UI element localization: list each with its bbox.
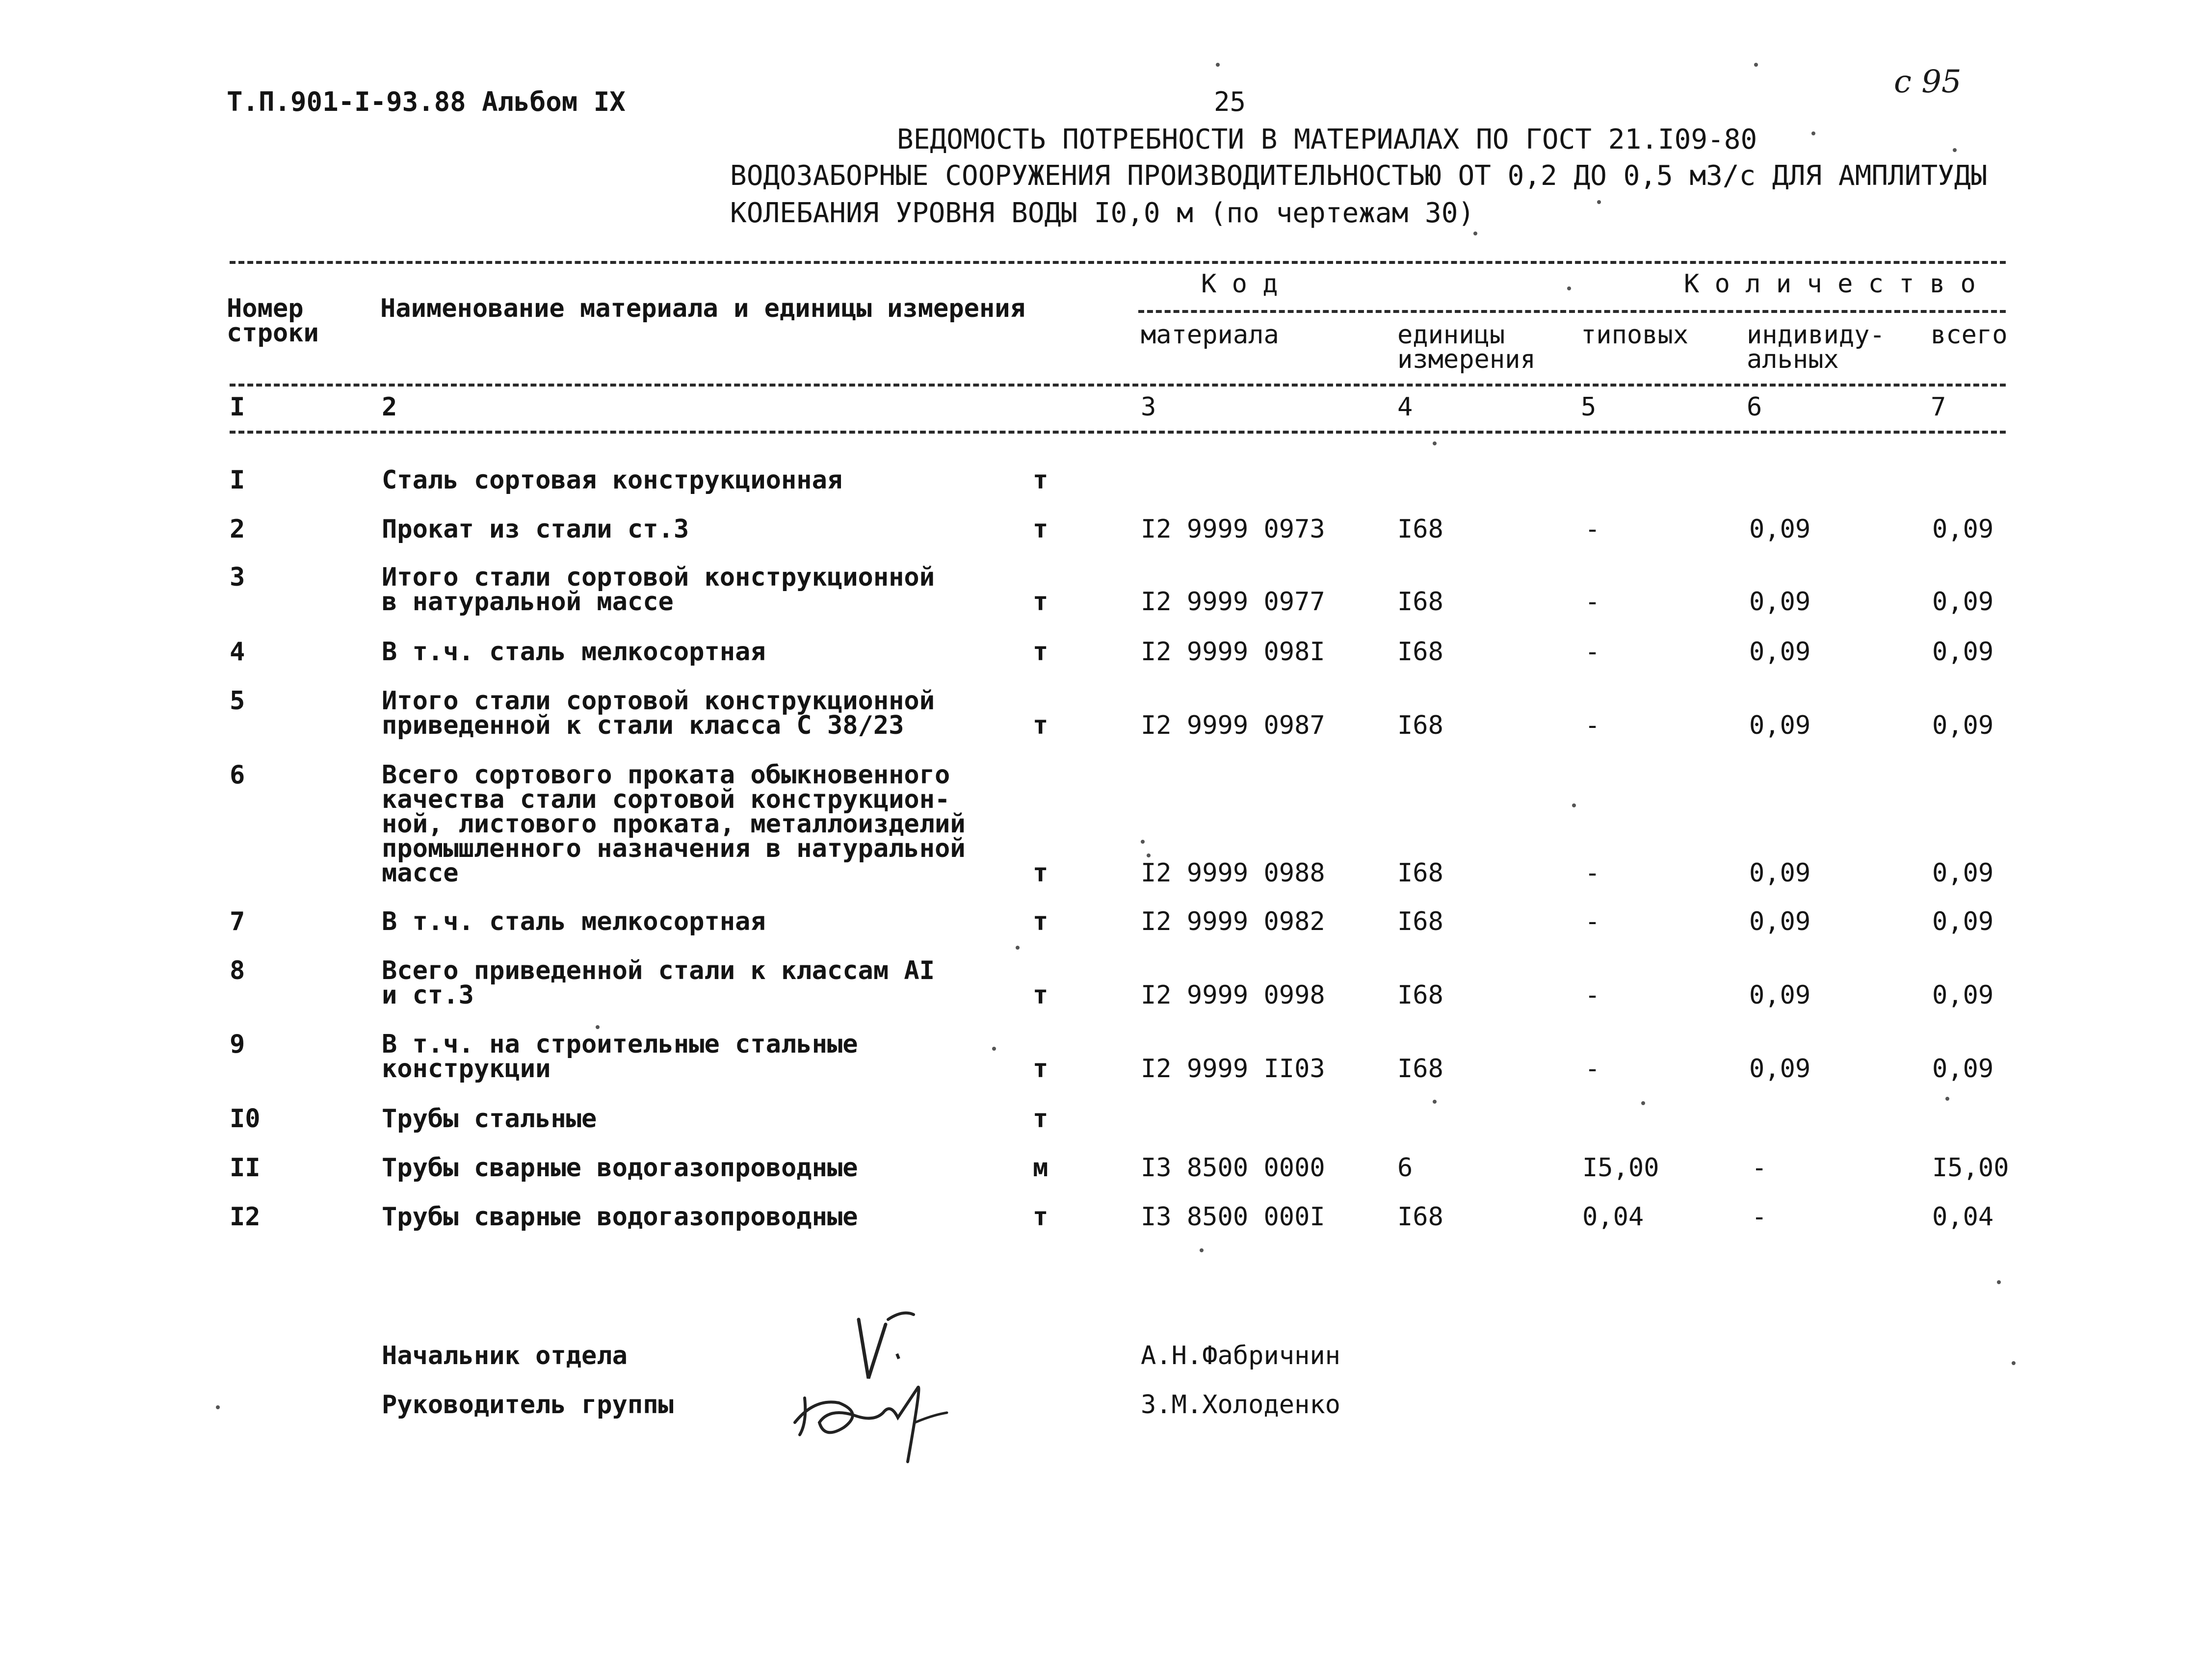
material-code: I2 9999 0973 — [1141, 515, 1325, 544]
total-quantity: 0,09 — [1932, 907, 1994, 936]
scan-speck — [1016, 946, 1020, 950]
typical-quantity: I5,00 — [1582, 1153, 1659, 1183]
column-header-material-code: материала — [1141, 320, 1279, 350]
total-quantity: I5,00 — [1932, 1153, 2009, 1183]
row-number: I2 — [230, 1202, 261, 1232]
individual-quantity: 0,09 — [1749, 637, 1811, 667]
column-header-typical: типовых — [1581, 320, 1689, 350]
row-number: I — [230, 465, 245, 495]
column-number: 4 — [1397, 392, 1413, 422]
unit-code: I68 — [1397, 907, 1443, 936]
material-code: I3 8500 0000 — [1141, 1153, 1325, 1183]
total-quantity: 0,09 — [1932, 637, 1994, 667]
table-top-rule — [230, 261, 2006, 264]
row-number: 8 — [230, 956, 245, 985]
scan-speck — [1945, 1097, 1949, 1101]
column-header-name: Наименование материала и единицы измерения — [380, 294, 1025, 323]
typical-quantity: 0,04 — [1582, 1202, 1644, 1232]
total-quantity: 0,09 — [1932, 858, 1994, 888]
unit-code: I68 — [1397, 858, 1443, 888]
unit-code: I68 — [1397, 1202, 1443, 1232]
individual-quantity: 0,09 — [1749, 907, 1811, 936]
scan-speck — [1567, 286, 1571, 290]
unit: т — [1033, 465, 1049, 495]
unit-code: I68 — [1397, 637, 1443, 667]
scan-speck — [1597, 200, 1601, 204]
unit: т — [1033, 1104, 1049, 1134]
document-reference: Т.П.901-I-93.88 Альбом IX — [227, 86, 626, 117]
row-number: 5 — [230, 686, 245, 716]
signature-person: З.М.Холоденко — [1141, 1390, 1340, 1420]
column-header-total: всего — [1931, 320, 2008, 350]
scan-speck — [216, 1405, 220, 1409]
scan-speck — [1216, 63, 1220, 67]
unit-code: I68 — [1397, 711, 1443, 740]
material-name: Прокат из стали ст.3 — [382, 515, 689, 544]
individual-quantity: - — [1752, 1153, 1767, 1183]
column-number: 3 — [1141, 392, 1156, 422]
scan-speck — [1754, 63, 1758, 67]
scan-speck — [1147, 853, 1151, 857]
individual-quantity: 0,09 — [1749, 1054, 1811, 1084]
material-name: Итого стали сортовой конструкционной приведенной к стали класса С 38/23 — [382, 686, 935, 740]
page-stamp: с 95 — [1894, 64, 1962, 100]
material-code: I2 9999 0998 — [1141, 981, 1325, 1010]
material-code: I2 9999 098I — [1141, 637, 1325, 667]
individual-quantity: 0,09 — [1749, 515, 1811, 544]
scan-speck — [596, 1025, 600, 1029]
scan-speck — [1473, 232, 1477, 235]
scan-speck — [1641, 1101, 1645, 1105]
material-name: В т.ч. на строительные стальные конструкции — [382, 1030, 858, 1084]
material-code: I2 9999 0987 — [1141, 711, 1325, 740]
column-number: 7 — [1931, 392, 1946, 422]
typical-quantity: - — [1585, 907, 1600, 936]
scan-speck — [1953, 148, 1957, 152]
unit: т — [1033, 907, 1049, 936]
total-quantity: 0,09 — [1932, 981, 1994, 1010]
typical-quantity: - — [1585, 515, 1600, 544]
unit: т — [1033, 637, 1049, 667]
row-number: 7 — [230, 907, 245, 936]
subheader-rule — [1138, 310, 2006, 313]
individual-quantity: 0,09 — [1749, 711, 1811, 740]
total-quantity: 0,09 — [1932, 515, 1994, 544]
scan-speck — [2012, 1361, 2016, 1365]
column-group-quantity: К о л и ч е с т в о — [1684, 269, 1976, 299]
typical-quantity: - — [1585, 637, 1600, 667]
scan-speck — [1997, 1280, 2001, 1284]
material-name: В т.ч. сталь мелкосортная — [382, 907, 766, 936]
material-name: В т.ч. сталь мелкосортная — [382, 637, 766, 667]
total-quantity: 0,04 — [1932, 1202, 1994, 1232]
column-header-individual: индивиду- альных — [1747, 320, 1885, 374]
row-number: I0 — [230, 1104, 261, 1134]
signature-role: Руководитель группы — [382, 1390, 674, 1420]
material-name: Всего сортового проката обыкновенного качества стали сортовой конструкцион- ной, листового проката, металлоизделий промышленного назначения в натуральной массе — [382, 760, 966, 888]
unit: т — [1033, 711, 1049, 740]
scan-speck — [1572, 803, 1576, 807]
column-number: I — [230, 392, 245, 422]
header-bottom-rule — [230, 384, 2006, 387]
individual-quantity: - — [1752, 1202, 1767, 1232]
total-quantity: 0,09 — [1932, 1054, 1994, 1084]
handwritten-signature — [785, 1300, 971, 1467]
unit-code: I68 — [1397, 1054, 1443, 1084]
signature-role: Начальник отдела — [382, 1341, 628, 1370]
individual-quantity: 0,09 — [1749, 858, 1811, 888]
material-name: Трубы стальные — [382, 1104, 597, 1134]
column-group-code: К о д — [1201, 269, 1278, 299]
row-number: 6 — [230, 760, 245, 790]
unit-code: I68 — [1397, 587, 1443, 617]
scan-speck — [1200, 1248, 1204, 1252]
unit: т — [1033, 587, 1049, 617]
title-line-3: КОЛЕБАНИЯ УРОВНЯ ВОДЫ I0,0 м (по чертежам 30) — [730, 197, 1475, 229]
column-numbers-rule — [230, 431, 2006, 434]
total-quantity: 0,09 — [1932, 587, 1994, 617]
scan-speck — [1433, 1100, 1437, 1104]
row-number: 4 — [230, 637, 245, 667]
scan-speck — [992, 1047, 996, 1051]
unit: т — [1033, 1202, 1049, 1232]
row-number: II — [230, 1153, 261, 1183]
material-code: I2 9999 0982 — [1141, 907, 1325, 936]
signature-person: А.Н.Фабричнин — [1141, 1341, 1340, 1370]
column-number: 2 — [382, 392, 397, 422]
material-name: Всего приведенной стали к классам AI и ст.3 — [382, 956, 935, 1010]
total-quantity: 0,09 — [1932, 711, 1994, 740]
row-number: 9 — [230, 1030, 245, 1059]
material-code: I3 8500 000I — [1141, 1202, 1325, 1232]
typical-quantity: - — [1585, 711, 1600, 740]
unit: т — [1033, 515, 1049, 544]
title-line-1: ВЕДОМОСТЬ ПОТРЕБНОСТИ В МАТЕРИАЛАХ ПО ГОСТ 21.I09-80 — [897, 124, 1757, 155]
scan-speck — [1141, 840, 1145, 844]
column-header-row-number: Номер строки — [227, 294, 319, 348]
individual-quantity: 0,09 — [1749, 587, 1811, 617]
unit-code: I68 — [1397, 981, 1443, 1010]
column-header-unit-code: единицы измерения — [1397, 320, 1536, 374]
material-name: Трубы сварные водогазопроводные — [382, 1153, 858, 1183]
column-number: 6 — [1747, 392, 1762, 422]
unit-code: 6 — [1397, 1153, 1413, 1183]
material-name: Сталь сортовая конструкционная — [382, 465, 843, 495]
material-code: I2 9999 0977 — [1141, 587, 1325, 617]
material-name: Итого стали сортовой конструкционной в натуральной массе — [382, 563, 935, 617]
unit: м — [1033, 1153, 1049, 1183]
page-number: 25 — [1214, 86, 1246, 117]
row-number: 3 — [230, 563, 245, 592]
typical-quantity: - — [1585, 981, 1600, 1010]
typical-quantity: - — [1585, 587, 1600, 617]
material-code: I2 9999 0988 — [1141, 858, 1325, 888]
scan-speck — [1433, 441, 1437, 445]
row-number: 2 — [230, 515, 245, 544]
unit: т — [1033, 1054, 1049, 1084]
unit: т — [1033, 858, 1049, 888]
material-name: Трубы сварные водогазопроводные — [382, 1202, 858, 1232]
title-line-2: ВОДОЗАБОРНЫЕ СООРУЖЕНИЯ ПРОИЗВОДИТЕЛЬНОСТЬЮ ОТ 0,2 ДО 0,5 м3/с ДЛЯ АМПЛИТУДЫ — [730, 160, 1988, 192]
column-number: 5 — [1581, 392, 1597, 422]
material-code: I2 9999 II03 — [1141, 1054, 1325, 1084]
unit: т — [1033, 981, 1049, 1010]
individual-quantity: 0,09 — [1749, 981, 1811, 1010]
unit-code: I68 — [1397, 515, 1443, 544]
typical-quantity: - — [1585, 858, 1600, 888]
typical-quantity: - — [1585, 1054, 1600, 1084]
scan-speck — [1811, 131, 1815, 135]
